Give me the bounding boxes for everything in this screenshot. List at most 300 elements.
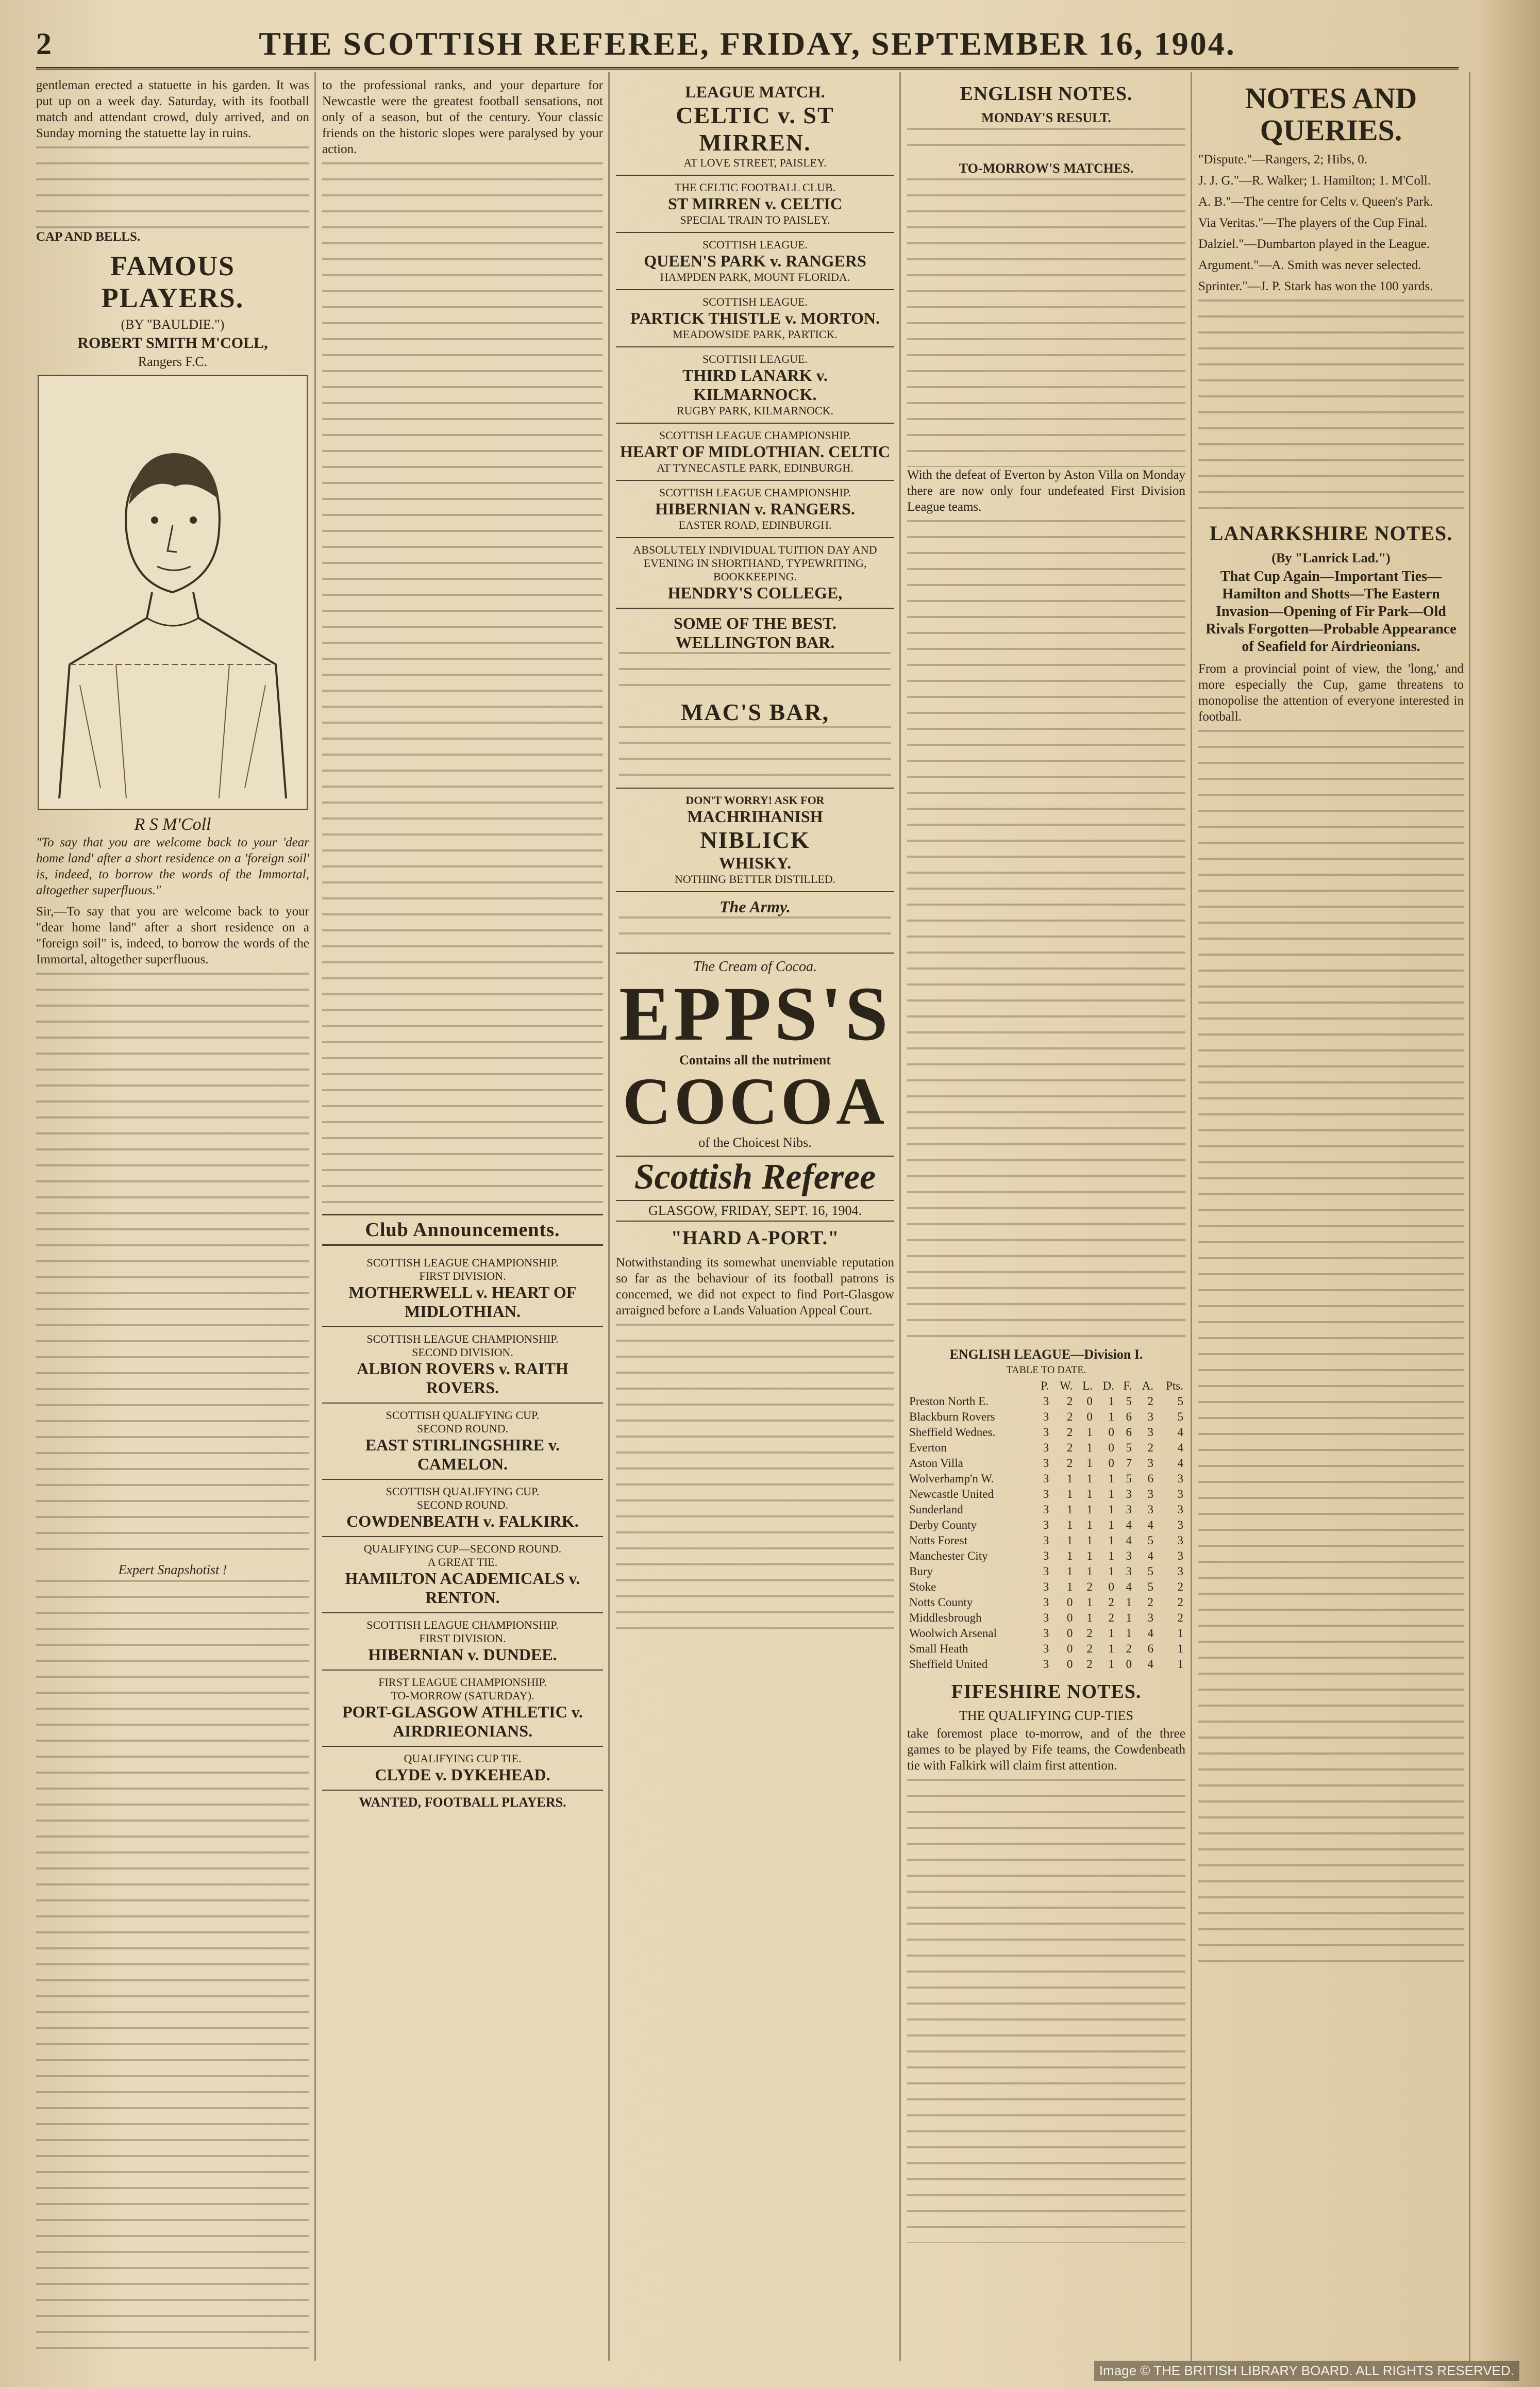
stat-cell: 4 <box>1147 1518 1154 1531</box>
stat-cell: 3 <box>1177 1565 1183 1578</box>
stat-cell: 3 <box>1043 1627 1049 1640</box>
text-block <box>1198 730 1464 1967</box>
team-name: Notts Forest <box>909 1534 968 1547</box>
stat-cell: 4 <box>1126 1534 1132 1547</box>
column-2 <box>322 77 603 2361</box>
stat-cell: 2 <box>1147 1395 1154 1408</box>
match-ad <box>616 424 894 481</box>
some-best: SOME OF THE BEST. <box>674 614 836 632</box>
stat-cell: 1 <box>1086 1549 1093 1562</box>
query-entry: J. J. G."—R. Walker; 1. Hamilton; 1. M'Coll. <box>1198 174 1431 188</box>
match-ad <box>616 233 894 290</box>
stat-cell: 1 <box>1108 1518 1114 1531</box>
stat-cell: 1 <box>1177 1658 1183 1671</box>
stat-cell: 5 <box>1126 1395 1132 1408</box>
team-name: Sheffield United <box>909 1658 988 1671</box>
table-row <box>907 1471 1185 1487</box>
text-block <box>619 916 891 947</box>
stat-cell: 3 <box>1177 1488 1183 1500</box>
ad-title: SCOTTISH LEAGUE. <box>702 238 808 251</box>
table-row <box>907 1595 1185 1610</box>
paper-date: GLASGOW, FRIDAY, SEPT. 16, 1904. <box>616 1200 894 1222</box>
stat-cell: 4 <box>1126 1518 1132 1531</box>
stat-cell: 1 <box>1066 1534 1073 1547</box>
whisky-line-2: NIBLICK <box>700 827 810 853</box>
ad-teams: HAMILTON ACADEMICALS v. RENTON. <box>345 1569 580 1607</box>
stat-cell: 0 <box>1086 1410 1093 1423</box>
stat-cell: 1 <box>1108 1472 1114 1485</box>
army-ad <box>616 892 894 954</box>
player-name: ROBERT SMITH M'COLL, <box>77 335 268 352</box>
query-entry: Dalziel."—Dumbarton played in the League. <box>1198 237 1430 251</box>
stat-cell: 0 <box>1066 1611 1073 1624</box>
text-block <box>616 1324 894 1633</box>
lanarkshire-subheads: That Cup Again—Important Ties—Hamilton and Shotts—The Eastern Invasion—Opening of Fir Park—Old Rivals Forgotten—Probable Appearance of Seafield for Airdrieonians. <box>1206 569 1457 655</box>
team-name: Stoke <box>909 1580 936 1593</box>
college-note: ABSOLUTELY INDIVIDUAL TUITION DAY AND EVENING IN SHORTHAND, TYPEWRITING, BOOKKEEPING. <box>633 543 877 583</box>
league-col-header: P. <box>1041 1379 1049 1392</box>
stat-cell: 3 <box>1043 1426 1049 1439</box>
league-col-header: W. <box>1060 1379 1073 1392</box>
ad-teams: COWDENBEATH v. FALKIRK. <box>346 1512 579 1530</box>
team-name: Bury <box>909 1565 933 1578</box>
league-col-header: A. <box>1142 1379 1154 1392</box>
column-rule <box>608 72 610 2361</box>
stat-cell: 3 <box>1147 1503 1154 1516</box>
stat-cell: 5 <box>1147 1580 1154 1593</box>
stat-cell: 6 <box>1126 1410 1132 1423</box>
stat-cell: 5 <box>1147 1565 1154 1578</box>
club-ad <box>322 1671 603 1747</box>
text-block <box>36 1580 309 2361</box>
ad-teams: HEART OF MIDLOTHIAN. CELTIC <box>620 442 890 461</box>
stat-cell: 1 <box>1086 1534 1093 1547</box>
stat-cell: 5 <box>1177 1395 1183 1408</box>
table-row <box>907 1533 1185 1548</box>
team-name: Newcastle United <box>909 1488 994 1500</box>
query-entry: Via Veritas."—The players of the Cup Final. <box>1198 216 1428 230</box>
ad-note: MEADOWSIDE PARK, PARTICK. <box>673 328 838 341</box>
league-col-header: D. <box>1102 1379 1114 1392</box>
team-name: Aston Villa <box>909 1457 963 1470</box>
team-name: Notts County <box>909 1596 973 1609</box>
letter-body: Sir,—To say that you are welcome back to your "dear home land" after a short residence on a "foreign soil" is, indeed, to borrow the words of the Immortal, altogether superfluous. <box>36 905 309 966</box>
stat-cell: 3 <box>1147 1426 1154 1439</box>
ad-teams: CELTIC v. ST MIRREN. <box>676 102 834 156</box>
stat-cell: 3 <box>1043 1596 1049 1609</box>
column-5 <box>1198 77 1464 2361</box>
column-rule <box>1191 72 1192 2361</box>
stat-cell: 0 <box>1066 1658 1073 1671</box>
stat-cell: 1 <box>1126 1596 1132 1609</box>
stat-cell: 0 <box>1066 1596 1073 1609</box>
club-ad <box>322 1251 603 1327</box>
stat-cell: 3 <box>1126 1565 1132 1578</box>
ad-note: RUGBY PARK, KILMARNOCK. <box>677 404 833 417</box>
stat-cell: 2 <box>1066 1395 1073 1408</box>
stat-cell: 2 <box>1177 1580 1183 1593</box>
table-row <box>907 1641 1185 1657</box>
stat-cell: 0 <box>1108 1441 1114 1454</box>
stat-cell: 3 <box>1126 1549 1132 1562</box>
league-col-header: L. <box>1082 1379 1093 1392</box>
table-row <box>907 1610 1185 1626</box>
stat-cell: 1 <box>1086 1488 1093 1500</box>
club-ad <box>322 1404 603 1480</box>
team-name: Middlesbrough <box>909 1611 982 1624</box>
league-table-heading: ENGLISH LEAGUE—Division I. <box>949 1347 1143 1362</box>
stat-cell: 3 <box>1126 1503 1132 1516</box>
stat-cell: 0 <box>1126 1658 1132 1671</box>
stat-cell: 1 <box>1086 1457 1093 1470</box>
stat-cell: 1 <box>1108 1395 1114 1408</box>
column-1 <box>36 77 309 2361</box>
player-signature: R S M'Coll <box>134 815 211 834</box>
stat-cell: 1 <box>1086 1472 1093 1485</box>
stat-cell: 1 <box>1108 1549 1114 1562</box>
macs-bar: MAC'S BAR, <box>680 699 830 725</box>
stat-cell: 3 <box>1177 1534 1183 1547</box>
match-ad <box>616 290 894 347</box>
stat-cell: 1 <box>1086 1518 1093 1531</box>
table-row <box>907 1440 1185 1456</box>
column-3 <box>616 77 894 2361</box>
stat-cell: 1 <box>1108 1503 1114 1516</box>
ad-teams: EAST STIRLINGSHIRE v. CAMELON. <box>365 1435 560 1473</box>
ad-title: QUALIFYING CUP TIE. <box>404 1752 522 1765</box>
ad-sub: SECOND ROUND. <box>416 1422 509 1435</box>
stat-cell: 1 <box>1108 1627 1114 1640</box>
feature-title: FAMOUS PLAYERS. <box>101 251 244 313</box>
table-row <box>907 1579 1185 1595</box>
stat-cell: 0 <box>1108 1426 1114 1439</box>
wellington-bar: WELLINGTON BAR. <box>675 633 835 652</box>
column-rule <box>314 72 316 2361</box>
ad-title: QUALIFYING CUP—SECOND ROUND. <box>363 1542 562 1555</box>
match-ad <box>616 176 894 233</box>
stat-cell: 2 <box>1066 1426 1073 1439</box>
stat-cell: 6 <box>1147 1472 1154 1485</box>
monday-result-heading: MONDAY'S RESULT. <box>981 110 1111 125</box>
stat-cell: 1 <box>1108 1565 1114 1578</box>
newspaper-title: THE SCOTTISH REFEREE, FRIDAY, SEPTEMBER 16, 1904. <box>259 25 1236 62</box>
stat-cell: 1 <box>1066 1488 1073 1500</box>
ad-teams: PARTICK THISTLE v. MORTON. <box>630 309 880 327</box>
league-table <box>907 1378 1185 1672</box>
team-name: Derby County <box>909 1518 977 1531</box>
club-ad <box>322 1613 603 1671</box>
dont-worry: DON'T WORRY! ASK FOR <box>685 794 825 807</box>
text-block <box>322 162 603 1209</box>
ad-teams: MOTHERWELL v. HEART OF MIDLOTHIAN. <box>348 1283 577 1321</box>
image-credit: Image © THE BRITISH LIBRARY BOARD. ALL RIGHTS RESERVED. <box>1094 2361 1519 2381</box>
ad-note: HAMPDEN PARK, MOUNT FLORIDA. <box>660 271 850 283</box>
fifeshire-sub: THE QUALIFYING CUP-TIES <box>959 1708 1133 1723</box>
stat-cell: 3 <box>1043 1565 1049 1578</box>
stat-cell: 3 <box>1177 1518 1183 1531</box>
stat-cell: 2 <box>1147 1441 1154 1454</box>
stat-cell: 3 <box>1126 1488 1132 1500</box>
query-entry: Argument."—A. Smith was never selected. <box>1198 258 1421 272</box>
team-name: Blackburn Rovers <box>909 1410 995 1423</box>
epps-mid: Contains all the nutriment <box>679 1053 831 1067</box>
stat-cell: 3 <box>1043 1395 1049 1408</box>
stat-cell: 4 <box>1126 1580 1132 1593</box>
ad-sub: SECOND ROUND. <box>416 1498 509 1511</box>
lanarkshire-byline: (By "Lanrick Lad.") <box>1271 550 1391 565</box>
whisky-ad <box>616 789 894 892</box>
army-heading: The Army. <box>719 897 791 916</box>
stat-cell: 1 <box>1066 1565 1073 1578</box>
stat-cell: 0 <box>1086 1395 1093 1408</box>
ad-sub: FIRST DIVISION. <box>419 1270 506 1282</box>
stat-cell: 5 <box>1126 1472 1132 1485</box>
stat-cell: 4 <box>1177 1441 1183 1454</box>
stat-cell: 1 <box>1066 1518 1073 1531</box>
stat-cell: 6 <box>1147 1642 1154 1655</box>
stat-cell: 3 <box>1043 1534 1049 1547</box>
player-portrait-sketch <box>38 375 308 810</box>
ad-sub: FIRST DIVISION. <box>419 1632 506 1645</box>
stat-cell: 1 <box>1066 1472 1073 1485</box>
epps-bottom: of the Choicest Nibs. <box>698 1135 812 1150</box>
stat-cell: 3 <box>1043 1580 1049 1593</box>
table-row <box>907 1456 1185 1471</box>
ad-sub: TO-MORROW (SATURDAY). <box>391 1689 534 1702</box>
table-row <box>907 1502 1185 1517</box>
stat-cell: 4 <box>1147 1549 1154 1562</box>
team-name: Sheffield Wednes. <box>909 1426 996 1439</box>
masthead <box>36 21 1459 70</box>
stat-cell: 1 <box>1177 1627 1183 1640</box>
portrait-quote: "To say that you are welcome back to your 'dear home land' after a short residence on a 'foreign soil' is, indeed, to borrow the words of the Immortal, altogether superfluous." <box>36 836 309 897</box>
ad-teams: PORT-GLASGOW ATHLETIC v. AIRDRIEONIANS. <box>342 1702 583 1740</box>
stat-cell: 2 <box>1177 1596 1183 1609</box>
ad-note: EASTER ROAD, EDINBURGH. <box>678 519 832 531</box>
stat-cell: 1 <box>1108 1410 1114 1423</box>
byline: (BY "BAULDIE.") <box>121 317 225 332</box>
ad-title: SCOTTISH LEAGUE CHAMPIONSHIP. <box>659 486 851 499</box>
table-row <box>907 1517 1185 1533</box>
ad-title: THE CELTIC FOOTBALL CLUB. <box>674 181 836 194</box>
stat-cell: 1 <box>1126 1611 1132 1624</box>
stat-cell: 3 <box>1147 1410 1154 1423</box>
club-ad <box>322 1537 603 1613</box>
lanarkshire-body: From a provincial point of view, the 'long,' and more especially the Cup, game threatens to monopolise the attention of everyone interested in football. <box>1198 662 1464 724</box>
whisky-line-1: MACHRIHANISH <box>687 807 823 826</box>
text-block <box>36 146 309 229</box>
stat-cell: 5 <box>1177 1410 1183 1423</box>
table-row <box>907 1425 1185 1440</box>
ad-title: FIRST LEAGUE CHAMPIONSHIP. <box>378 1676 547 1689</box>
editorial-heading: "HARD A-PORT." <box>671 1227 840 1249</box>
lanarkshire-heading: LANARKSHIRE NOTES. <box>1209 522 1453 545</box>
stat-cell: 2 <box>1086 1642 1093 1655</box>
team-name: Woolwich Arsenal <box>909 1627 997 1640</box>
cocoa-title: COCOA <box>623 1064 888 1139</box>
stat-cell: 2 <box>1147 1596 1154 1609</box>
ad-title: SCOTTISH LEAGUE CHAMPIONSHIP. <box>366 1256 559 1269</box>
league-col-header <box>907 1378 1034 1394</box>
text-block <box>907 520 1185 1345</box>
ad-title: SCOTTISH LEAGUE CHAMPIONSHIP. <box>659 429 851 442</box>
stat-cell: 1 <box>1066 1503 1073 1516</box>
ad-note: AT LOVE STREET, PAISLEY. <box>683 156 827 169</box>
wanted-ad: WANTED, FOOTBALL PLAYERS. <box>359 1795 566 1810</box>
stat-cell: 1 <box>1177 1642 1183 1655</box>
stat-cell: 1 <box>1086 1441 1093 1454</box>
stat-cell: 1 <box>1086 1426 1093 1439</box>
fifeshire-heading: FIFESHIRE NOTES. <box>951 1681 1142 1702</box>
stat-cell: 3 <box>1043 1472 1049 1485</box>
table-row <box>907 1409 1185 1425</box>
ad-title: SCOTTISH LEAGUE. <box>702 295 808 308</box>
stat-cell: 3 <box>1043 1503 1049 1516</box>
stat-cell: 1 <box>1126 1627 1132 1640</box>
player-club: Rangers F.C. <box>138 354 208 369</box>
stat-cell: 3 <box>1043 1611 1049 1624</box>
whisky-note: NOTHING BETTER DISTILLED. <box>674 873 836 886</box>
page-number: 2 <box>36 26 52 61</box>
stat-cell: 3 <box>1147 1488 1154 1500</box>
stat-cell: 2 <box>1086 1627 1093 1640</box>
signoff: CAP AND BELLS. <box>36 230 141 244</box>
query-entry: A. B."—The centre for Celts v. Queen's Park. <box>1198 195 1433 209</box>
stat-cell: 3 <box>1043 1642 1049 1655</box>
stat-cell: 1 <box>1108 1658 1114 1671</box>
queries-list <box>1198 152 1464 294</box>
ad-title: LEAGUE MATCH. <box>685 82 825 101</box>
stat-cell: 2 <box>1108 1596 1114 1609</box>
stat-cell: 3 <box>1043 1518 1049 1531</box>
stat-cell: 3 <box>1177 1503 1183 1516</box>
stat-cell: 1 <box>1086 1565 1093 1578</box>
stat-cell: 3 <box>1043 1488 1049 1500</box>
ad-note: SPECIAL TRAIN TO PAISLEY. <box>680 213 830 226</box>
stat-cell: 1 <box>1066 1580 1073 1593</box>
table-row <box>907 1564 1185 1579</box>
stat-cell: 3 <box>1177 1472 1183 1485</box>
team-name: Wolverhamp'n W. <box>909 1472 994 1485</box>
ad-teams: CLYDE v. DYKEHEAD. <box>375 1765 550 1784</box>
column-rule <box>1469 72 1470 2361</box>
stat-cell: 3 <box>1043 1441 1049 1454</box>
table-row <box>907 1626 1185 1641</box>
ad-sub: A GREAT TIE. <box>427 1556 498 1568</box>
table-row <box>907 1548 1185 1564</box>
league-col-header: Pts. <box>1166 1379 1183 1392</box>
stat-cell: 2 <box>1086 1658 1093 1671</box>
ad-note: AT TYNECASTLE PARK, EDINBURGH. <box>657 461 853 474</box>
stat-cell: 7 <box>1126 1457 1132 1470</box>
text-block <box>619 652 891 698</box>
english-notes-heading: ENGLISH NOTES. <box>960 83 1133 105</box>
stat-cell: 1 <box>1086 1596 1093 1609</box>
stat-cell: 1 <box>1086 1611 1093 1624</box>
text-block <box>907 178 1185 467</box>
stat-cell: 4 <box>1147 1627 1154 1640</box>
college-ad <box>616 538 894 609</box>
table-row <box>907 1487 1185 1502</box>
team-name: Small Heath <box>909 1642 968 1655</box>
league-col-header: F. <box>1123 1379 1132 1392</box>
stat-cell: 2 <box>1177 1611 1183 1624</box>
stat-cell: 2 <box>1108 1611 1114 1624</box>
stat-cell: 0 <box>1066 1642 1073 1655</box>
ad-teams: HIBERNIAN v. RANGERS. <box>655 499 855 518</box>
notes-queries-heading: NOTES AND QUERIES. <box>1245 81 1417 147</box>
editorial-body: Notwithstanding its somewhat unenviable reputation so far as the behaviour of its football patrons is concerned, we did not expect to find Port-Glasgow arraigned before a Lands Valuation Appeal Court. <box>616 1256 894 1317</box>
stat-cell: 3 <box>1147 1457 1154 1470</box>
stat-cell: 6 <box>1126 1426 1132 1439</box>
stat-cell: 2 <box>1086 1580 1093 1593</box>
stat-cell: 2 <box>1066 1441 1073 1454</box>
stat-cell: 2 <box>1066 1410 1073 1423</box>
intro-paragraph: gentleman erected a statuette in his garden. It was put up on a week day. Saturday, with its football match and attendant crowd, duly arrived, and on Sunday morning the statuette lay in ruins. <box>36 78 309 140</box>
whisky-line-3: WHISKY. <box>718 854 792 872</box>
stat-cell: 4 <box>1147 1658 1154 1671</box>
club-announcements-heading: Club Announcements. <box>322 1214 603 1246</box>
letter-continued: to the professional ranks, and your departure for Newcastle were the greatest football sensations, not only of a season, but of the century. Your classic friends on the historic slopes were paralysed by your action. <box>322 78 603 156</box>
ad-teams: ALBION ROVERS v. RAITH ROVERS. <box>357 1359 568 1397</box>
text-block <box>1198 299 1464 516</box>
league-table-header <box>907 1378 1185 1394</box>
expert-heading: Expert Snapshotist ! <box>118 1562 227 1577</box>
text-block <box>907 1779 1185 2243</box>
stat-cell: 0 <box>1066 1627 1073 1640</box>
club-ad <box>322 1327 603 1404</box>
stat-cell: 1 <box>1086 1503 1093 1516</box>
column-4 <box>907 77 1185 2361</box>
ad-teams: HIBERNIAN v. DUNDEE. <box>368 1645 557 1664</box>
table-row <box>907 1657 1185 1672</box>
team-name: Manchester City <box>909 1549 988 1562</box>
stat-cell: 1 <box>1108 1488 1114 1500</box>
bar-ad <box>616 609 894 789</box>
stat-cell: 1 <box>1108 1534 1114 1547</box>
stat-cell: 5 <box>1147 1534 1154 1547</box>
stat-cell: 3 <box>1177 1549 1183 1562</box>
league-table-sub: TABLE TO DATE. <box>1006 1364 1086 1376</box>
stat-cell: 2 <box>1126 1642 1132 1655</box>
match-ad <box>616 347 894 424</box>
epps-cocoa-ad <box>616 954 894 1157</box>
team-name: Preston North E. <box>909 1395 989 1408</box>
stat-cell: 0 <box>1108 1457 1114 1470</box>
stat-cell: 3 <box>1043 1410 1049 1423</box>
stat-cell: 4 <box>1177 1457 1183 1470</box>
stat-cell: 4 <box>1177 1426 1183 1439</box>
ad-teams: ST MIRREN v. CELTIC <box>668 194 842 213</box>
text-block <box>36 973 309 1560</box>
stat-cell: 3 <box>1147 1611 1154 1624</box>
stat-cell: 3 <box>1043 1549 1049 1562</box>
ad-title: SCOTTISH LEAGUE CHAMPIONSHIP. <box>366 1618 559 1631</box>
english-notes-body: With the defeat of Everton by Aston Villa on Monday there are now only four undefeated First Division League teams. <box>907 468 1185 514</box>
epps-top: The Cream of Cocoa. <box>693 959 817 975</box>
ad-title: SCOTTISH QUALIFYING CUP. <box>386 1409 540 1422</box>
stat-cell: 2 <box>1066 1457 1073 1470</box>
club-ad <box>322 1480 603 1537</box>
query-entry: Sprinter."—J. P. Stark has won the 100 yards. <box>1198 279 1433 293</box>
stat-cell: 1 <box>1108 1642 1114 1655</box>
match-ad <box>616 481 894 538</box>
ad-teams: THIRD LANARK v. KILMARNOCK. <box>682 366 828 404</box>
table-row <box>907 1394 1185 1409</box>
college-name: HENDRY'S COLLEGE, <box>667 583 843 602</box>
ad-teams: QUEEN'S PARK v. RANGERS <box>644 252 866 270</box>
text-block <box>907 128 1185 159</box>
